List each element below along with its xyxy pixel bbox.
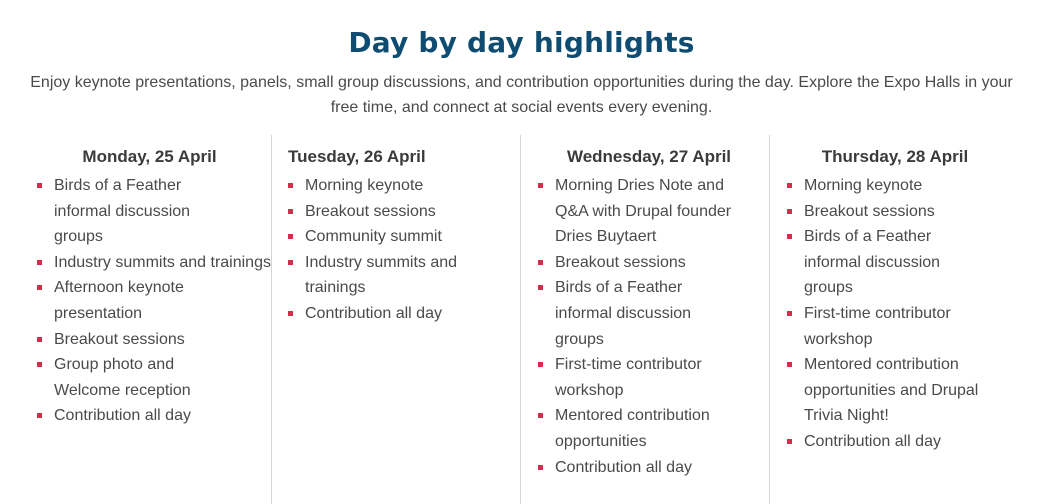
bullet-icon (538, 465, 543, 470)
bullet-icon (288, 311, 293, 316)
day-heading: Thursday, 28 April (821, 147, 969, 166)
bullet-icon (288, 234, 293, 239)
list-item: Breakout sessions (538, 250, 770, 276)
list-item: Contribution all day (538, 455, 770, 481)
list-item: Breakout sessions (37, 327, 272, 353)
list-item: First-time contributor workshop (538, 352, 745, 403)
day-column-wednesday (520, 135, 770, 504)
list-item: Morning keynote (787, 173, 1023, 199)
day-column-tuesday (271, 135, 521, 504)
bullet-icon (37, 362, 42, 367)
page-title: Day by day highlights (348, 26, 695, 59)
day-columns (20, 135, 1023, 504)
list-item: Group photo and Welcome reception (37, 352, 224, 403)
bullet-icon (538, 183, 543, 188)
bullet-icon (787, 234, 792, 239)
day-heading: Tuesday, 26 April (288, 147, 426, 166)
list-item: Morning Dries Note and Q&A with Drupal founder Dries Buytaert (538, 173, 755, 250)
bullet-icon (538, 285, 543, 290)
list-item: Contribution all day (37, 403, 272, 429)
bullet-icon (37, 183, 42, 188)
bullet-icon (538, 362, 543, 367)
list-item: Birds of a Feather informal discussion groups (37, 173, 234, 250)
list-item: Industry summits and trainings (288, 250, 521, 301)
day-column-thursday (769, 135, 1023, 504)
list-item: Afternoon keynote presentation (37, 275, 224, 326)
bullet-icon (288, 209, 293, 214)
day-column-monday (20, 135, 272, 504)
highlights-list (37, 173, 272, 429)
bullet-icon (787, 439, 792, 444)
highlights-list (538, 173, 770, 480)
intro-text: Enjoy keynote presentations, panels, small group discussions, and contribution opportunities during the day. Explore the Expo Halls in your free time, and connect at social events every evening. (30, 74, 1013, 116)
bullet-icon (37, 413, 42, 418)
day-heading: Monday, 25 April (82, 147, 217, 166)
bullet-icon (37, 260, 42, 265)
bullet-icon (538, 260, 543, 265)
list-item: First-time contributor workshop (787, 301, 994, 352)
list-item: Mentored contribution opportunities and Drupal Trivia Night! (787, 352, 1004, 429)
list-item: Birds of a Feather informal discussion groups (538, 275, 725, 352)
list-item: Industry summits and trainings (37, 250, 272, 276)
bullet-icon (787, 209, 792, 214)
list-item: Birds of a Feather informal discussion groups (787, 224, 979, 301)
bullet-icon (288, 183, 293, 188)
highlights-list (288, 173, 521, 327)
list-item: Mentored contribution opportunities (538, 403, 755, 454)
list-item: Community summit (288, 224, 521, 250)
list-item: Breakout sessions (787, 199, 1023, 225)
day-heading: Wednesday, 27 April (566, 147, 732, 166)
list-item: Breakout sessions (288, 199, 521, 225)
bullet-icon (787, 183, 792, 188)
bullet-icon (787, 311, 792, 316)
bullet-icon (787, 362, 792, 367)
bullet-icon (538, 413, 543, 418)
highlights-list (787, 173, 1023, 455)
list-item: Contribution all day (787, 429, 1023, 455)
list-item: Morning keynote (288, 173, 521, 199)
bullet-icon (37, 337, 42, 342)
bullet-icon (288, 260, 293, 265)
list-item: Contribution all day (288, 301, 521, 327)
bullet-icon (37, 285, 42, 290)
